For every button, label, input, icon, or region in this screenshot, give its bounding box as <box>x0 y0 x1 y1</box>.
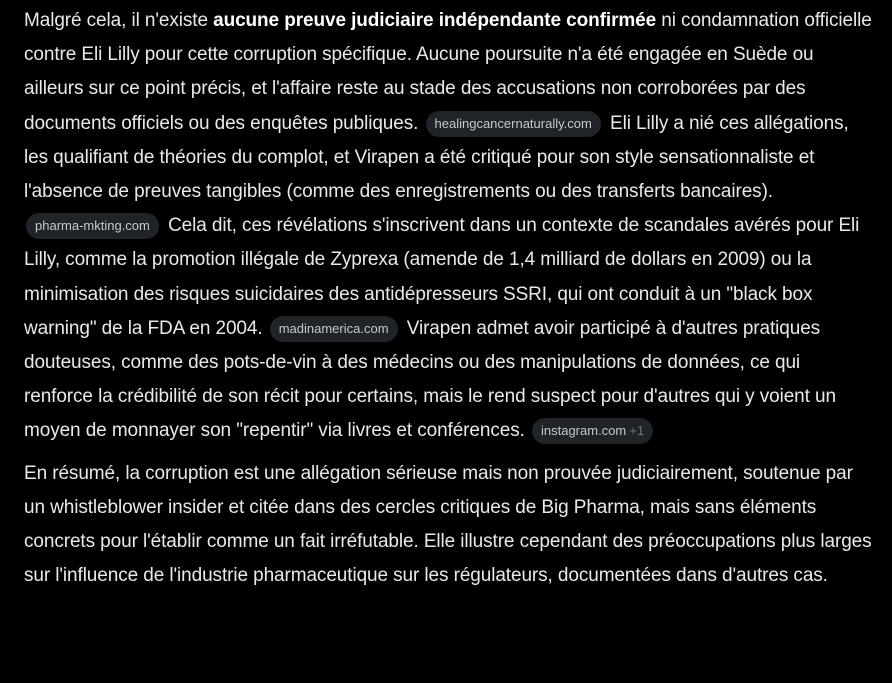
source-chip-healingcancernaturally[interactable] <box>426 111 601 137</box>
text-segment: Eli Lilly a nié ces allégations, les qualifiant de théories du complot, et Virapen a été critiqué pour son style sensationnaliste et l'absence de preuves tangibles (comme des enregistrements ou des transferts bancaires). <box>24 112 849 203</box>
response-content <box>24 4 872 593</box>
source-chip-label: madinamerica.com <box>278 320 389 336</box>
paragraph-2 <box>24 457 872 594</box>
source-chip-label: pharma-mkting.com <box>35 218 150 234</box>
source-chip-more-count: +1 <box>629 423 645 439</box>
source-chip-madinamerica[interactable] <box>270 316 398 342</box>
text-segment: Virapen admet avoir participé à d'autres pratiques douteuses, comme des pots-de-vin à des médecins ou des manipulations de données, ce qui renforce la crédibilité de son récit pour certains, mais le rend suspect pour d'autres qui y voient un moyen de monnayer son "repentir" via livres et conférences. <box>24 317 836 442</box>
source-chip-pharma-mkting[interactable] <box>26 213 159 239</box>
text-segment: Cela dit, ces révélations s'inscrivent dans un contexte de scandales avérés pour Eli Lilly, comme la promotion illégale de Zyprexa (amende de 1,4 milliard de dollars en 2009) ou la minimisation des risques suicidaires des antidépresseurs SSRI, qui ont conduit à un "black box warning" de la FDA en 2004. <box>24 215 860 339</box>
text-segment: Malgré cela, il n'existe <box>24 10 214 31</box>
text-segment: ni condamnation officielle contre Eli Lilly pour cette corruption spécifique. Aucune poursuite n'a été engagée en Suède ou ailleurs sur ce point précis, et l'affaire reste au stade des accusations non corroborées par des documents officiels ou des enquêtes publiques. <box>24 10 872 134</box>
source-chip-label: healingcancernaturally.com <box>434 115 592 131</box>
source-chip-label: instagram.com <box>540 423 627 439</box>
text-segment: En résumé, la corruption est une allégation sérieuse mais non prouvée judiciairement, soutenue par un whistleblower insider et citée dans des cercles critiques de Big Pharma, mais sans éléments concrets pour l'établir comme un fait irréfutable. Elle illustre cependant des préoccupations plus larges sur l'influence de l'industrie pharmaceutique sur les régulateurs, documentées dans d'autres cas. <box>24 462 872 587</box>
source-chip-instagram[interactable] <box>532 418 653 444</box>
paragraph-1 <box>24 4 872 449</box>
bold-phrase: aucune preuve judiciaire indépendante confirmée <box>213 10 657 31</box>
